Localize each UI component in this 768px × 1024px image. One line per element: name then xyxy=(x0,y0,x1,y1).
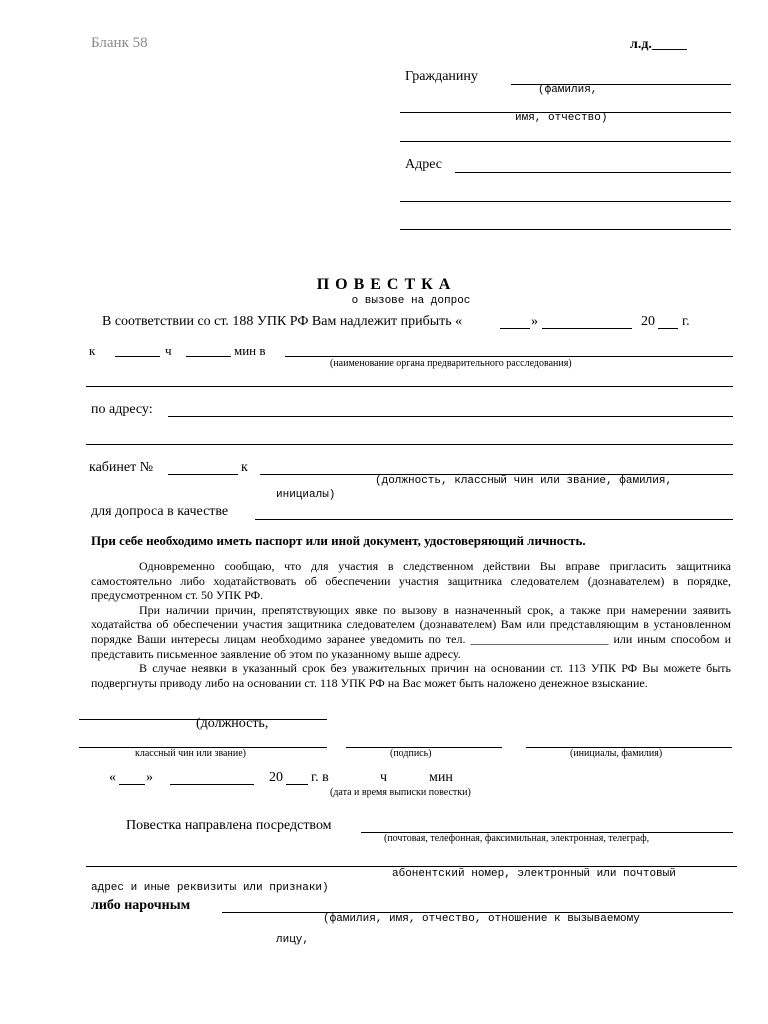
by-hand-label: либо нарочным xyxy=(91,898,191,913)
officer-hint-2: инициалы) xyxy=(276,489,336,501)
delivery-hint-3: адрес и иные реквизиты или признаки) xyxy=(91,882,329,894)
form-number: Бланк 58 xyxy=(91,35,148,51)
position-label: (должность, xyxy=(196,716,269,731)
issue-year-field[interactable] xyxy=(286,784,308,785)
address-of-body-label: по адресу: xyxy=(91,402,153,417)
sent-via-label: Повестка направлена посредством xyxy=(126,818,332,833)
investigative-body-field-2[interactable] xyxy=(86,386,733,387)
courier-hint-2: лицу, xyxy=(276,934,310,946)
hour-label: ч xyxy=(165,343,172,358)
minute-label: мин в xyxy=(234,343,266,358)
address-field-3[interactable] xyxy=(400,229,731,230)
day-field[interactable] xyxy=(500,328,530,329)
delivery-method-field-2[interactable] xyxy=(86,866,737,867)
name-hint-2: имя, отчество) xyxy=(515,112,608,124)
issue-year-prefix: 20 xyxy=(269,770,283,785)
issue-date-hint: (дата и время выписки повестки) xyxy=(330,787,471,798)
day-close-quote: » xyxy=(531,314,538,329)
officer-hint-1: (должность, классный чин или звание, фамилия, xyxy=(375,475,673,487)
notice-paragraph-absence: При наличии причин, препятствующих явке по вызову в назначенный срок, а также при намерении заявить ходатайства об обеспечении участия защитника следователем (дознавателем) Вам или представляющим в установленном порядке Ваши интересы лицам необходимо заранее уведомить по тел. _______________________ или иным способом и представить письменное заявление об этом по указанному выше адресу. xyxy=(91,602,731,661)
cabinet-label: кабинет № xyxy=(89,460,154,475)
year-field[interactable] xyxy=(658,328,678,329)
investigative-body-hint: (наименование органа предварительного расследования) xyxy=(330,358,572,369)
document-subtitle: о вызове на допрос xyxy=(351,295,471,307)
issue-minute-label: мин xyxy=(429,770,453,785)
to-citizen-label: Гражданину xyxy=(405,69,478,84)
rank-hint: классный чин или звание) xyxy=(135,748,246,759)
name-hint-1: (фамилия, xyxy=(538,84,598,96)
capacity-label: для допроса в качестве xyxy=(91,504,229,519)
month-field[interactable] xyxy=(542,328,632,329)
capacity-field[interactable] xyxy=(255,519,733,520)
notice-paragraph-defender: Одновременно сообщаю, что для участия в следственном действии Вы вправе пригласить защитника самостоятельно либо ходатайствовать об обеспечении участия защитника следователем (дознавателем) в порядке, предусмотренном ст. 50 УПК РФ. xyxy=(91,559,731,603)
address-label: Адрес xyxy=(405,157,443,172)
citizen-name-field-3[interactable] xyxy=(400,141,731,142)
body-address-field-2[interactable] xyxy=(86,444,733,445)
issue-month-field[interactable] xyxy=(170,784,254,785)
legal-notice xyxy=(91,559,731,690)
case-reference: л.д._____ xyxy=(630,37,687,52)
year-prefix: 20 xyxy=(641,314,655,329)
issue-date-open: « xyxy=(109,770,116,785)
year-suffix: г. xyxy=(682,314,690,329)
k-label: к xyxy=(89,343,96,358)
cabinet-field[interactable] xyxy=(168,474,238,475)
issue-year-suffix: г. в xyxy=(311,770,329,785)
issue-date-close: » xyxy=(146,770,153,785)
delivery-hint-2: абонентский номер, электронный или почтовый xyxy=(392,868,676,880)
investigative-body-field[interactable] xyxy=(285,356,733,357)
notice-paragraph-penalty: В случае неявки в указанный срок без уважительных причин на основании ст. 113 УПК РФ Вы можете быть подвергнуты приводу либо на основании ст. 118 УПК РФ на Вас может быть наложено денежное взыскание. xyxy=(91,661,731,690)
initials-hint: (инициалы, фамилия) xyxy=(570,748,663,759)
k2-label: к xyxy=(241,460,248,475)
address-field[interactable] xyxy=(455,172,731,173)
hour-field[interactable] xyxy=(115,356,160,357)
issue-day-field[interactable] xyxy=(119,784,145,785)
courier-hint-1: (фамилия, имя, отчество, отношение к вызываемому xyxy=(323,913,640,925)
delivery-hint-1: (почтовая, телефонная, факсимильная, электронная, телеграф, xyxy=(384,833,650,844)
signature-hint: (подпись) xyxy=(390,748,432,759)
minute-field[interactable] xyxy=(186,356,231,357)
body-address-field[interactable] xyxy=(168,416,733,417)
passport-notice: При себе необходимо иметь паспорт или иной документ, удостоверяющий личность. xyxy=(91,533,586,548)
summons-text: В соответствии со ст. 188 УПК РФ Вам надлежит прибыть « xyxy=(102,314,463,329)
issue-hour-label: ч xyxy=(380,770,388,785)
document-title: П О В Е С Т К А xyxy=(316,276,452,293)
address-field-2[interactable] xyxy=(400,201,731,202)
